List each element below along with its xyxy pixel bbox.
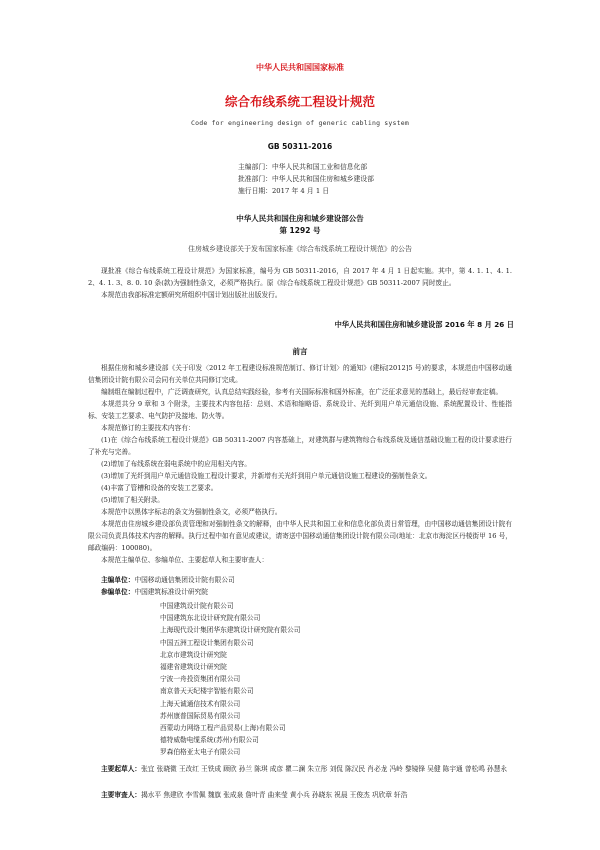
participating-unit: 西蒙动力网络工程产品贸易(上海)有限公司 bbox=[160, 724, 286, 733]
main-reviewers bbox=[88, 789, 512, 801]
participating-unit: 罗森伯格亚太电子有限公司 bbox=[160, 748, 241, 757]
announcement-signature: 中华人民共和国住房和城乡建设部 2016 年 8 月 26 日 bbox=[334, 320, 514, 329]
preface-paragraph: (2)增加了布线系统在弱电系统中的应用相关内容。 bbox=[101, 460, 251, 468]
preface-paragraph: 编制组在编制过程中，广泛调查研究，认真总结实践经验，参考有关国际标准和国外标准，在广泛征求意见的基础上，最后经审查定稿。 bbox=[101, 388, 503, 396]
participating-unit: 南京普天天纪楼宇智能有限公司 bbox=[160, 687, 254, 696]
drafters-names: 张宜 张晓微 王改红 王铁成 顾欣 孙兰 陈琪 成彦 瞿二澜 朱立彤 刘侃 陈汉民 肖必龙 冯岭 黎镜锋 吴健 陈宇通 曾松鸣 孙慧永 bbox=[141, 765, 508, 773]
preface-paragraph: 本规范修订的主要技术内容有： bbox=[101, 424, 195, 432]
main-drafters bbox=[88, 763, 512, 775]
preface-paragraph: (5)增加了相关附录。 bbox=[101, 496, 164, 504]
participating-unit: 上海天诚通信技术有限公司 bbox=[160, 699, 241, 708]
chief-unit bbox=[101, 574, 525, 586]
participating-unit: 德特威勒电缆系统(苏州)有限公司 bbox=[160, 736, 259, 745]
participating-unit: 福建省建筑设计研究院 bbox=[160, 663, 227, 672]
participating-units bbox=[101, 586, 525, 598]
announcement-paragraph: 本规范由我部标准定额研究所组织中国计划出版社出版发行。 bbox=[101, 291, 282, 299]
drafters-label: 主要起草人： bbox=[101, 765, 142, 773]
preface-paragraph: 本规范由住房城乡建设部负责管理和对强制性条文的解释，由中华人民共和国工业和信息化部负责日常管理，由中国移动通信集团设计院有限公司负责具体技术内容的解释。执行过程中如有意见或建议，请寄送中国移动通信集团设计院有限公司(地址：北京市海淀区丹棱街甲 16 号，邮政编码：100080)。 bbox=[88, 520, 512, 552]
standard-code: GB 50311-2016 bbox=[267, 142, 333, 151]
participating-unit: 中国建筑设计院有限公司 bbox=[160, 602, 234, 610]
announcement-paragraph: 现批准《综合布线系统工程设计规范》为国家标准，编号为 GB 50311-2016，自 2017 年 4 月 1 日起实施。其中，第 4. 1. 1、4. 1. 2、4. 1. 3、8. 0. 10 条(款)为强制性条文，必须严格执行。原《综合布线系统工程设计规范》GB 50311-2007 同时废止。 bbox=[88, 267, 512, 287]
national-standard-label: 中华人民共和国国家标准 bbox=[256, 63, 344, 72]
participating-unit: 上海现代设计集团华东建筑设计研究院有限公司 bbox=[160, 626, 301, 635]
announcement-number: 第 1292 号 bbox=[279, 226, 321, 235]
participating-unit: 中国建筑东北设计研究院有限公司 bbox=[160, 614, 261, 623]
preface-paragraph: 本规范共分 9 章和 3 个附录，主要技术内容包括：总则、术语和缩略语、系统设计、光纤到用户单元通信设施、系统配置设计、性能指标、安装工艺要求、电气防护及接地、防火等。 bbox=[88, 400, 512, 420]
participating-units-list bbox=[160, 600, 300, 759]
preface-paragraph: (4)丰富了管槽和设备的安装工艺要求。 bbox=[101, 484, 218, 492]
preface-paragraph: 本规范中以黑体字标志的条文为强制性条文，必须严格执行。 bbox=[101, 508, 282, 516]
participating-unit-first: 中国建筑标准设计研究院 bbox=[134, 588, 208, 596]
preface-paragraph: 本规范主编单位、参编单位、主要起草人和主要审查人： bbox=[101, 556, 269, 564]
chief-unit-label: 主编单位： bbox=[101, 576, 135, 584]
english-title: Code for engineering design of generic cabling system bbox=[190, 119, 409, 127]
announcement-subject: 住房城乡建设部关于发布国家标准《综合布线系统工程设计规范》的公告 bbox=[188, 245, 412, 253]
announcement-body bbox=[88, 265, 512, 301]
document-title: 综合布线系统工程设计规范 bbox=[224, 94, 375, 109]
reviewers-label: 主要审查人： bbox=[101, 791, 142, 799]
participating-units-label: 参编单位： bbox=[101, 588, 135, 596]
chief-unit-value: 中国移动通信集团设计院有限公司 bbox=[134, 576, 235, 584]
reviewers-names: 揭水平 焦建欣 李雪佩 魏旗 张成泉 詹叶青 曲来莹 黄小兵 孙晓东 祝晨 王俊杰 巩欣章 轩浩 bbox=[141, 791, 408, 799]
effective-date: 施行日期：2017 年 4 月 1 日 bbox=[238, 187, 330, 195]
preface-heading: 前言 bbox=[292, 347, 308, 356]
editor-department: 主编部门：中华人民共和国工业和信息化部 bbox=[238, 163, 368, 171]
preface-body bbox=[88, 362, 512, 566]
approval-department: 批准部门：中华人民共和国住房和城乡建设部 bbox=[238, 175, 374, 183]
preface-paragraph: (1)在《综合布线系统工程设计规范》GB 50311-2007 内容基础上，对建筑群与建筑物综合布线系统及通信基础设施工程的设计要求进行了补充与完善。 bbox=[88, 436, 512, 456]
participating-unit: 宁波一舟投资集团有限公司 bbox=[160, 675, 241, 684]
preface-paragraph: 根据住房和城乡建设部《关于印发〈2012 年工程建设标准规范制订、修订计划〉的通知》(建标[2012]5 号)的要求，本规范由中国移动通信集团设计院有限公司会同有关单位共同修订完成。 bbox=[88, 364, 512, 384]
participating-unit: 苏州康普国际贸易有限公司 bbox=[160, 711, 241, 720]
participating-unit: 北京市建筑设计研究院 bbox=[160, 650, 227, 659]
participating-unit: 中国五洲工程设计集团有限公司 bbox=[160, 638, 254, 647]
announcement-heading: 中华人民共和国住房和城乡建设部公告 bbox=[236, 214, 364, 223]
preface-paragraph: (3)增加了光纤到用户单元通信设施工程设计要求，并新增有关光纤到用户单元通信设施工程建设的强制性条文。 bbox=[101, 472, 432, 480]
